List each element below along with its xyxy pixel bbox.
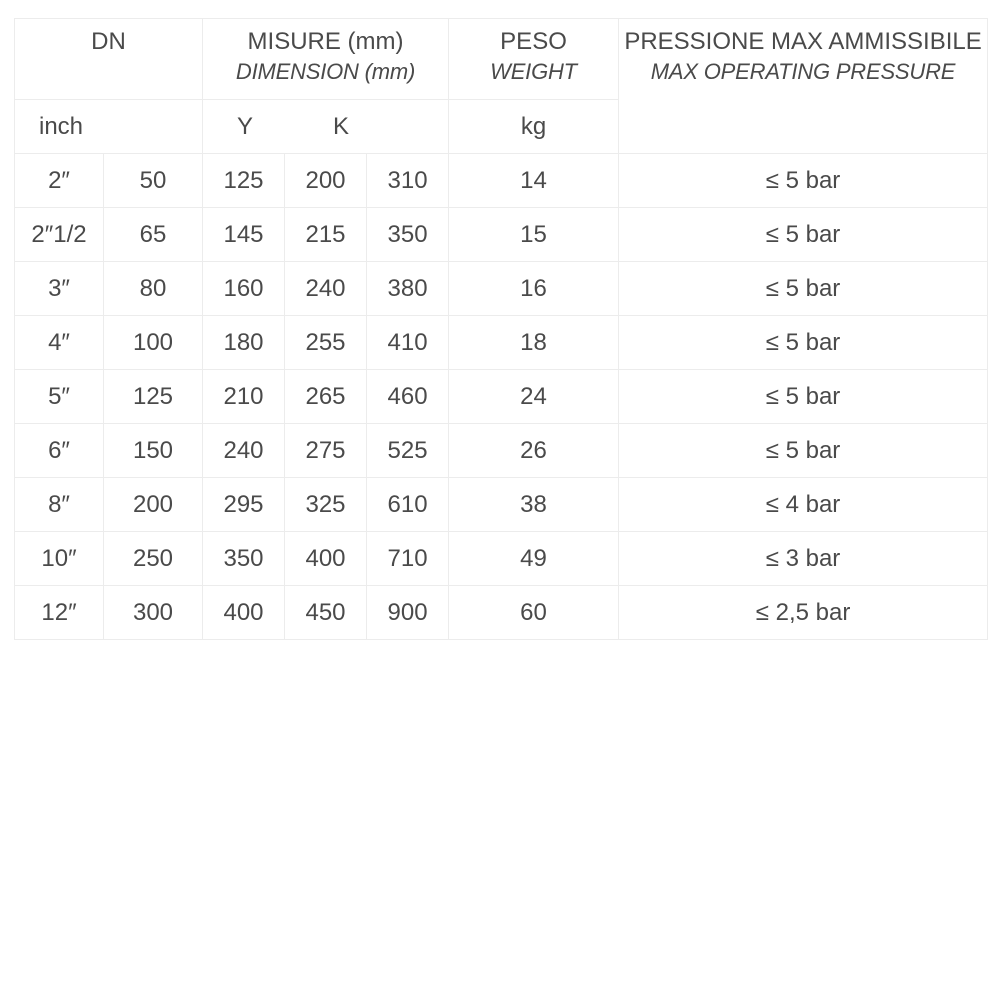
cell-inch: 8″ <box>15 478 104 532</box>
subheader-yk <box>203 100 449 154</box>
cell-weight: 15 <box>449 208 619 262</box>
cell-weight: 24 <box>449 370 619 424</box>
header-dimensions <box>203 19 449 100</box>
subheader-kg-label: kg <box>520 112 547 140</box>
cell-pressure: ≤ 5 bar <box>619 370 988 424</box>
cell-k: 275 <box>285 424 367 478</box>
table-row <box>15 208 988 262</box>
table-row <box>15 316 988 370</box>
cell-y: 295 <box>203 478 285 532</box>
cell-pressure: ≤ 5 bar <box>619 262 988 316</box>
cell-y: 180 <box>203 316 285 370</box>
cell-weight: 38 <box>449 478 619 532</box>
header-dn-label: DN <box>91 28 126 55</box>
cell-inch: 4″ <box>15 316 104 370</box>
cell-dn: 125 <box>104 370 203 424</box>
cell-k: 450 <box>285 586 367 640</box>
cell-k: 255 <box>285 316 367 370</box>
spec-table <box>14 18 988 640</box>
cell-inch: 2″ <box>15 154 104 208</box>
cell-dn: 250 <box>104 532 203 586</box>
cell-pressure: ≤ 5 bar <box>619 424 988 478</box>
cell-length: 310 <box>367 154 449 208</box>
header-dn <box>15 19 203 100</box>
cell-dn: 50 <box>104 154 203 208</box>
cell-pressure: ≤ 2,5 bar <box>619 586 988 640</box>
table-row <box>15 154 988 208</box>
header-pressure-en: MAX OPERATING PRESSURE <box>650 59 956 84</box>
subheader-inch-label: inch <box>39 112 84 140</box>
subheader-kg <box>449 100 619 154</box>
cell-y: 125 <box>203 154 285 208</box>
header-weight-en: WEIGHT <box>490 59 577 84</box>
cell-pressure: ≤ 4 bar <box>619 478 988 532</box>
cell-k: 400 <box>285 532 367 586</box>
table-row <box>15 586 988 640</box>
cell-weight: 16 <box>449 262 619 316</box>
cell-inch: 10″ <box>15 532 104 586</box>
table-row <box>15 478 988 532</box>
cell-dn: 80 <box>104 262 203 316</box>
header-pressure-it: PRESSIONE MAX AMMISSIBILE <box>624 28 982 55</box>
cell-k: 325 <box>285 478 367 532</box>
spec-table-container <box>14 18 987 640</box>
cell-dn: 200 <box>104 478 203 532</box>
cell-pressure: ≤ 5 bar <box>619 208 988 262</box>
cell-inch: 5″ <box>15 370 104 424</box>
subheader-k-label: K <box>333 112 350 140</box>
cell-k: 265 <box>285 370 367 424</box>
table-row <box>15 424 988 478</box>
cell-y: 160 <box>203 262 285 316</box>
cell-k: 200 <box>285 154 367 208</box>
cell-length: 525 <box>367 424 449 478</box>
table-row <box>15 370 988 424</box>
cell-k: 215 <box>285 208 367 262</box>
cell-length: 460 <box>367 370 449 424</box>
header-dimensions-en: DIMENSION (mm) <box>235 59 416 84</box>
table-row <box>15 262 988 316</box>
table-row <box>15 532 988 586</box>
header-weight-it: PESO <box>500 28 567 55</box>
cell-length: 350 <box>367 208 449 262</box>
cell-dn: 300 <box>104 586 203 640</box>
cell-pressure: ≤ 5 bar <box>619 316 988 370</box>
cell-dn: 65 <box>104 208 203 262</box>
cell-inch: 2″1/2 <box>15 208 104 262</box>
cell-y: 350 <box>203 532 285 586</box>
cell-length: 900 <box>367 586 449 640</box>
cell-pressure: ≤ 5 bar <box>619 154 988 208</box>
header-weight <box>449 19 619 100</box>
subheader-y-label: Y <box>237 112 254 140</box>
cell-weight: 60 <box>449 586 619 640</box>
cell-length: 710 <box>367 532 449 586</box>
cell-dn: 150 <box>104 424 203 478</box>
cell-length: 610 <box>367 478 449 532</box>
cell-y: 210 <box>203 370 285 424</box>
cell-dn: 100 <box>104 316 203 370</box>
cell-y: 400 <box>203 586 285 640</box>
cell-y: 145 <box>203 208 285 262</box>
subheader-inch <box>15 100 203 154</box>
cell-weight: 14 <box>449 154 619 208</box>
header-row <box>15 19 988 100</box>
cell-y: 240 <box>203 424 285 478</box>
cell-k: 240 <box>285 262 367 316</box>
cell-length: 410 <box>367 316 449 370</box>
cell-weight: 49 <box>449 532 619 586</box>
cell-weight: 18 <box>449 316 619 370</box>
cell-pressure: ≤ 3 bar <box>619 532 988 586</box>
cell-length: 380 <box>367 262 449 316</box>
cell-inch: 3″ <box>15 262 104 316</box>
cell-inch: 6″ <box>15 424 104 478</box>
header-dimensions-it: MISURE (mm) <box>247 28 404 55</box>
cell-inch: 12″ <box>15 586 104 640</box>
cell-weight: 26 <box>449 424 619 478</box>
header-pressure <box>619 19 988 154</box>
